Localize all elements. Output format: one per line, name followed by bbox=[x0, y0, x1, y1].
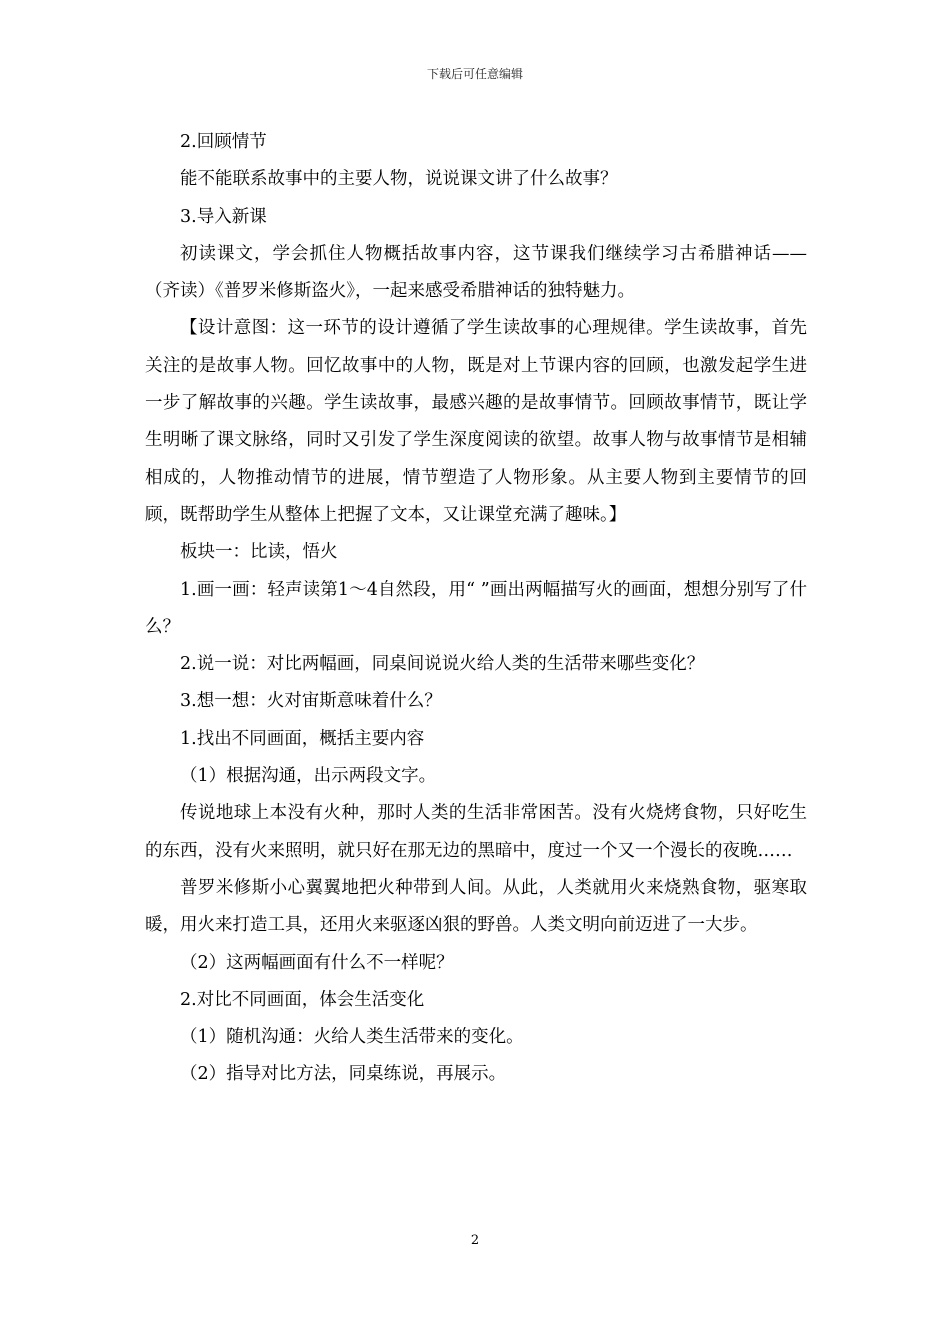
paragraph: 初读课文，学会抓住人物概括故事内容，这节课我们继续学习古希腊神话——（齐读）《普罗米修斯盗火》，一起来感受希腊神话的独特魅力。 bbox=[145, 243, 807, 302]
paragraph: 能不能联系故事中的主要人物，说说课文讲了什么故事？ bbox=[180, 169, 618, 190]
paragraph: 3.导入新课 bbox=[180, 206, 267, 227]
section-heading: 板块一：比读，悟火 bbox=[180, 542, 338, 563]
quoted-passage: 普罗米修斯小心翼翼地把火种带到人间。从此，人类就用火来烧熟食物，驱寒取暖，用火来打造工具，还用火来驱逐凶狠的野兽。人类文明向前迈进了一大步。 bbox=[145, 877, 807, 936]
page-number: 2 bbox=[470, 1233, 480, 1248]
paragraph: （2）指导对比方法，同桌练说，再展示。 bbox=[180, 1064, 507, 1085]
paragraph: 2.说一说：对比两幅画，同桌间说说火给人类的生活带来哪些变化？ bbox=[180, 654, 705, 675]
paragraph: 2.回顾情节 bbox=[180, 132, 267, 152]
quoted-passage: 传说地球上本没有火种，那时人类的生活非常困苦。没有火烧烤食物，只好吃生的东西，没有火来照明，就只好在那无边的黑暗中，度过一个又一个漫长的夜晚…… bbox=[145, 803, 807, 861]
paragraph: （1）根据沟通，出示两段文字。 bbox=[180, 766, 437, 787]
paragraph: 2.对比不同画面，体会生活变化 bbox=[180, 989, 425, 1010]
paragraph: 1.画一画：轻声读第1～4自然段，用“ ”画出两幅描写火的画面，想想分别写了什么？ bbox=[145, 579, 807, 637]
paragraph: 1.找出不同画面，概括主要内容 bbox=[180, 728, 425, 749]
paragraph: （1）随机沟通：火给人类生活带来的变化。 bbox=[180, 1027, 524, 1048]
page-header: 下载后可任意编辑 bbox=[426, 67, 523, 81]
design-intent-paragraph: 【设计意图：这一环节的设计遵循了学生读故事的心理规律。学生读故事，首先关注的是故事人物。回忆故事中的人物，既是对上节课内容的回顾，也激发起学生进一步了解故事的兴趣。学生读故事，最感兴趣的是故事情节。回顾故事情节，既让学生明晰了课文脉络，同时又引发了学生深度阅读的欲望。故事人物与故事情节是相辅相成的，人物推动情节的进展，情节塑造了人物形象。从主要人物到主要情节的回顾，既帮助学生从整体上把握了文本，又让课堂充满了趣味。】 bbox=[145, 318, 807, 525]
paragraph: （2）这两幅画面有什么不一样呢？ bbox=[180, 952, 454, 973]
document-body bbox=[145, 124, 807, 1094]
paragraph: 3.想一想：火对宙斯意味着什么？ bbox=[180, 691, 442, 712]
